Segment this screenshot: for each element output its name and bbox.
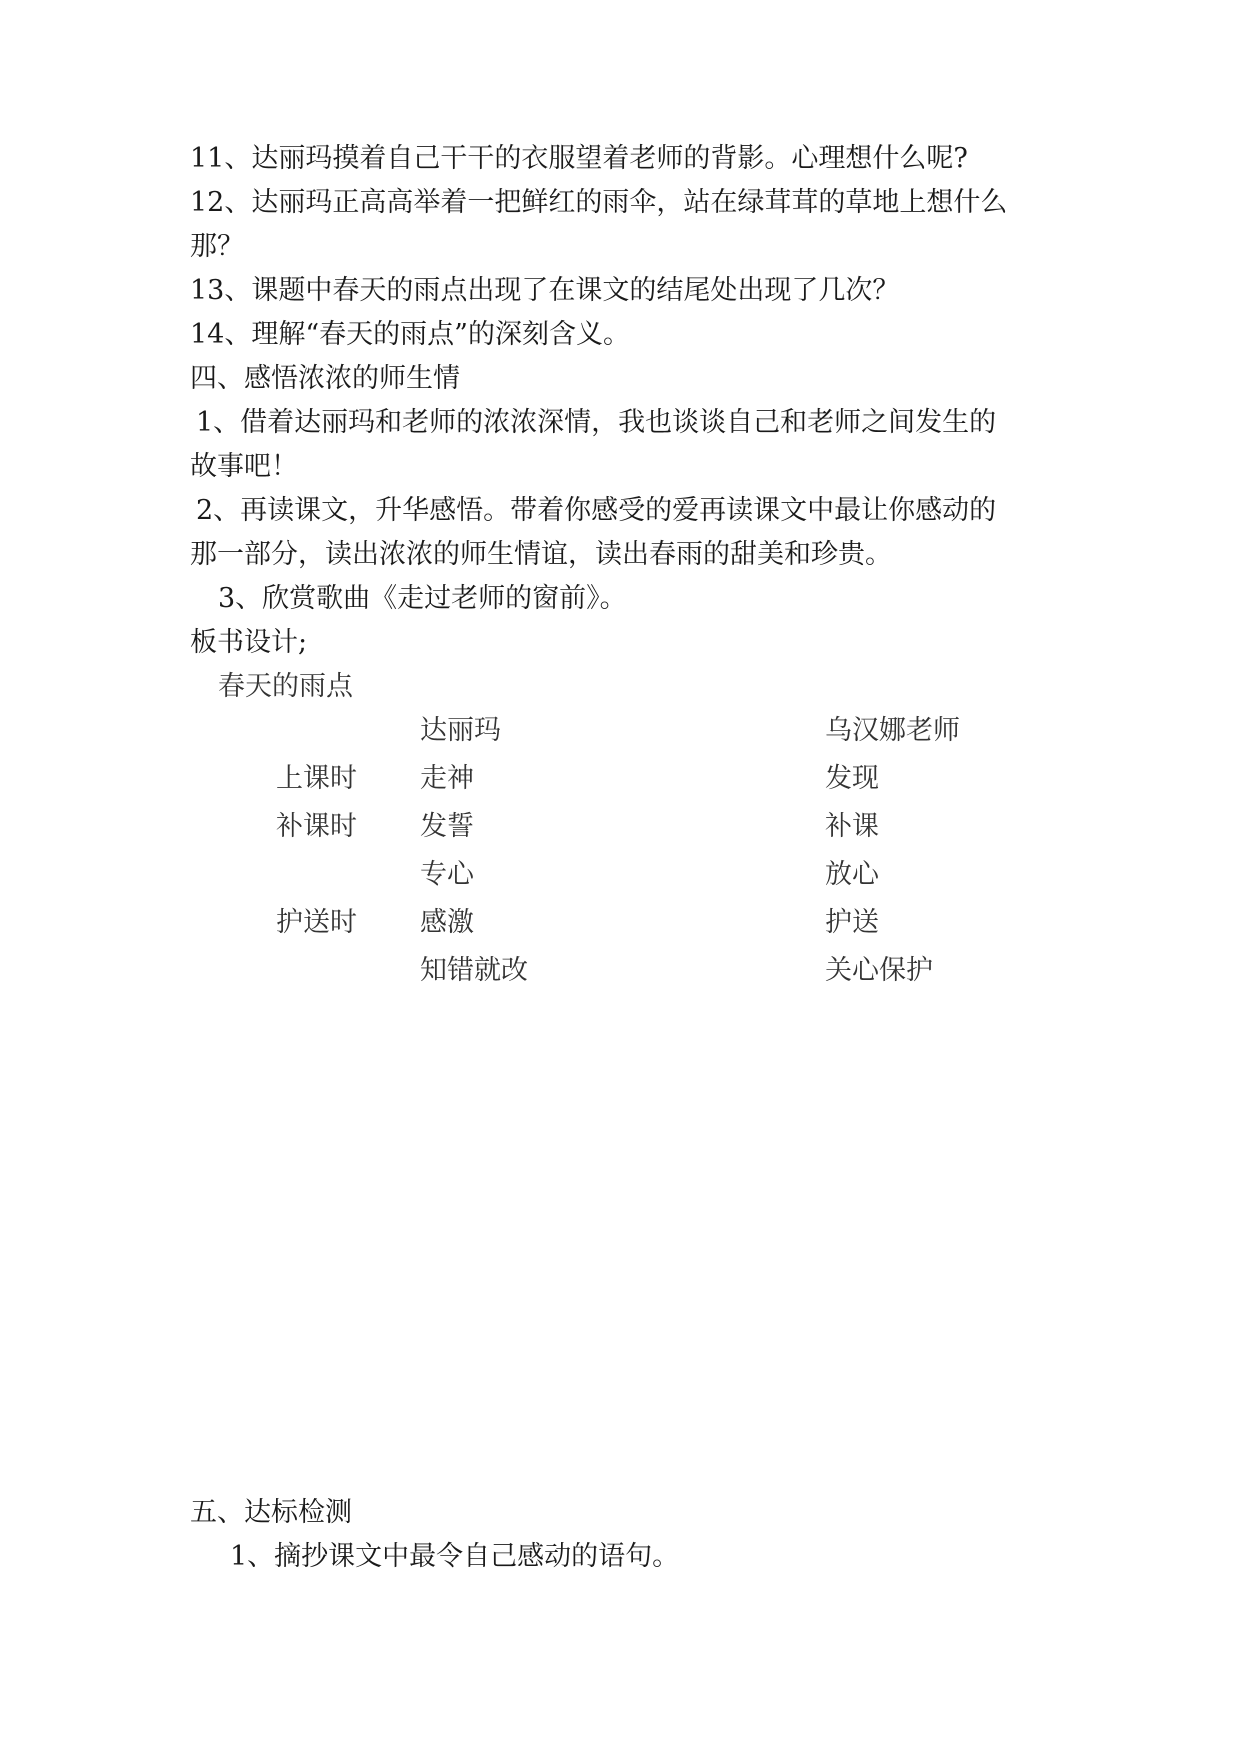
board-row-label: 补课时 (276, 811, 357, 842)
board-row-label: 护送时 (276, 907, 357, 938)
question-12-line-1: 12、达丽玛正高高举着一把鲜红的雨伞，站在绿茸茸的草地上想什么 (190, 187, 1008, 218)
board-row-teacher: 放心 (825, 859, 879, 890)
board-column-teacher: 乌汉娜老师 (825, 715, 960, 746)
board-column-student: 达丽玛 (420, 715, 501, 746)
question-13: 13、课题中春天的雨点出现了在课文的结尾处出现了几次？ (190, 275, 900, 306)
board-row-student: 发誓 (420, 811, 474, 842)
board-row-teacher: 护送 (825, 907, 879, 938)
board-row-teacher: 关心保护 (825, 955, 933, 986)
board-title: 春天的雨点 (218, 671, 353, 702)
board-row-student: 走神 (420, 763, 474, 794)
question-14: 14、理解“春天的雨点”的深刻含义。 (190, 319, 630, 350)
board-row-teacher: 补课 (825, 811, 879, 842)
question-12-line-2: 那？ (190, 231, 244, 262)
section-4-item-2-line-2: 那一部分，读出浓浓的师生情谊，读出春雨的甜美和珍贵。 (190, 539, 892, 570)
section-5-heading: 五、达标检测 (190, 1497, 352, 1528)
board-row-teacher: 发现 (825, 763, 879, 794)
board-row-student: 感激 (420, 907, 474, 938)
board-row-student: 知错就改 (420, 955, 528, 986)
section-4-item-1-line-2: 故事吧！ (190, 451, 298, 482)
question-11: 11、达丽玛摸着自己干干的衣服望着老师的背影。心理想什么呢? (190, 143, 968, 174)
board-row-label: 上课时 (276, 763, 357, 794)
section-5-item-1: 1、摘抄课文中最令自己感动的语句。 (230, 1541, 680, 1572)
board-row-student: 专心 (420, 859, 474, 890)
board-design-heading: 板书设计; (190, 627, 308, 658)
section-4-heading: 四、感悟浓浓的师生情 (190, 363, 460, 394)
section-4-item-1-line-1: 1、借着达丽玛和老师的浓浓深情，我也谈谈自己和老师之间发生的 (196, 407, 997, 438)
section-4-item-2-line-1: 2、再读课文，升华感悟。带着你感受的爱再读课文中最让你感动的 (196, 495, 997, 526)
section-4-item-3: 3、欣赏歌曲《走过老师的窗前》。 (218, 583, 627, 614)
